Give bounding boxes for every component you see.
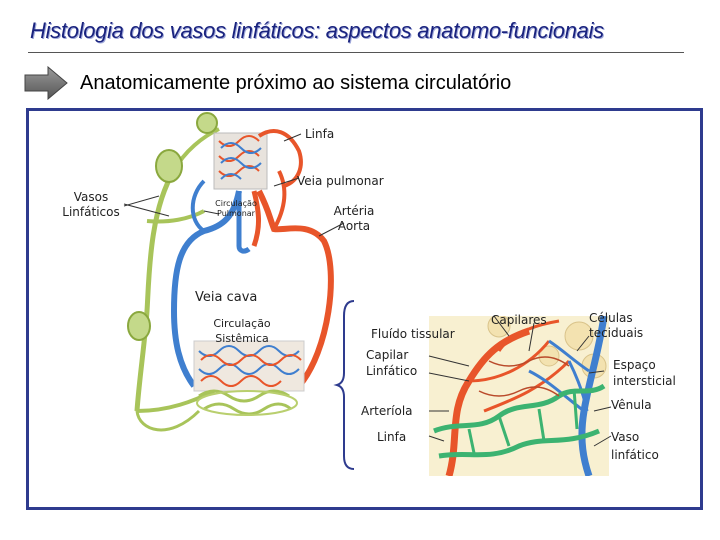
circulation-diagram (29, 111, 700, 507)
label-arteria: Artéria (333, 204, 375, 218)
label-circulacao-sistemica-2: Sistêmica (215, 332, 269, 345)
label-veia-cava: Veia cava (195, 290, 258, 305)
label-venula: Vênula (611, 398, 652, 412)
label-arteriola: Arteríola (361, 404, 413, 418)
label-veia-pulmonar: Veia pulmonar (297, 174, 384, 188)
label-aorta: Aorta (337, 219, 371, 233)
slide-title: Histologia dos vasos linfáticos: aspectos anatomo-funcionais (30, 18, 604, 43)
figure-frame (26, 108, 703, 510)
capillary-bed-diagram (361, 311, 676, 476)
label-circulacao-pulmonar-1: Circulação (215, 199, 257, 208)
label-vaso-linfatico: linfático (611, 448, 659, 462)
label-linfa-2: Linfa (377, 430, 407, 444)
label-teciduais: teciduais (589, 326, 644, 340)
label-vasos: Vasos (73, 190, 109, 204)
label-celulas: Células (589, 311, 633, 325)
label-vaso: Vaso (611, 430, 640, 444)
bracket (337, 301, 354, 469)
slide-subtitle: Anatomicamente próximo ao sistema circulatório (80, 72, 512, 94)
label-linfa: Linfa (305, 127, 335, 141)
circulatory-system-diagram (62, 113, 383, 430)
label-espaco: Espaço (613, 358, 656, 372)
label-fluido-tissular: Fluído tissular (371, 327, 455, 341)
label-capilar: Capilar (366, 348, 409, 362)
label-circulacao-sistemica-1: Circulação (213, 317, 271, 330)
label-capilares: Capilares (491, 313, 547, 327)
label-circulacao-pulmonar-2: Pulmonar (217, 209, 255, 218)
label-linfatico: Linfático (366, 364, 418, 378)
right-arrow-icon (24, 66, 68, 100)
label-linfaticos: Linfáticos (62, 205, 120, 219)
title-divider (28, 52, 684, 53)
label-intersticial: intersticial (613, 374, 676, 388)
